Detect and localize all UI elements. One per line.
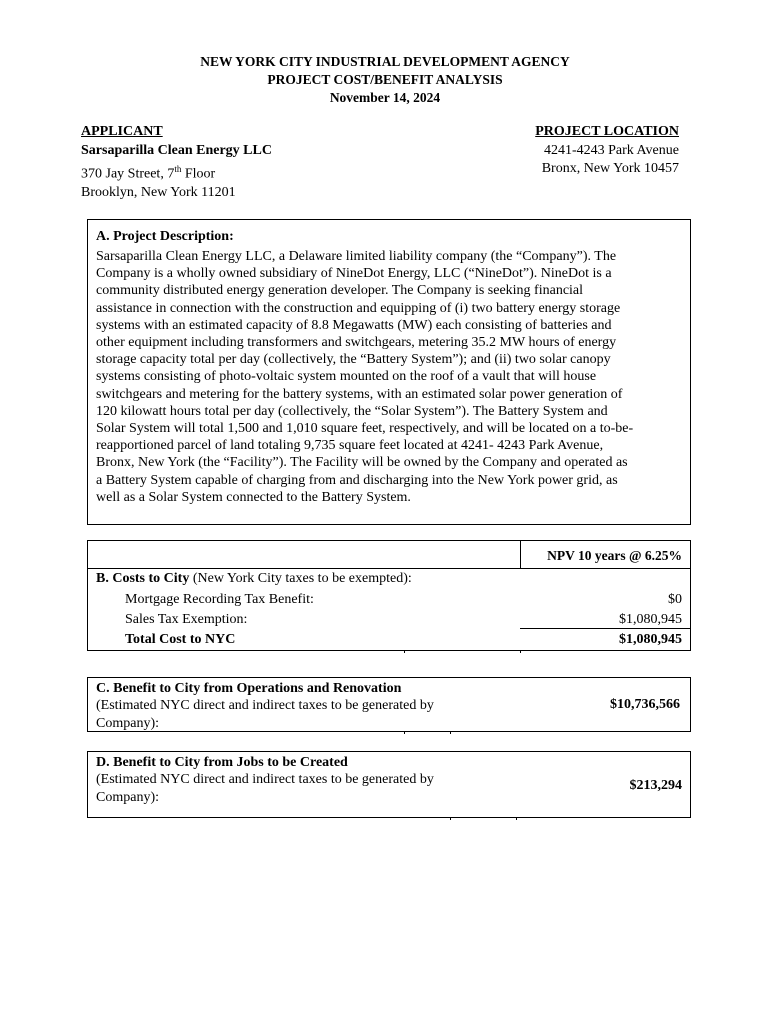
applicant-heading: APPLICANT <box>81 124 163 139</box>
description-line: assistance in connection with the construction and equipping of (i) two battery energy storage <box>96 300 621 316</box>
location-heading: PROJECT LOCATION <box>535 124 679 139</box>
column-tick <box>404 650 405 653</box>
description-line: well as a Solar System connected to the Battery System. <box>96 489 411 505</box>
applicant-block <box>81 123 272 203</box>
section-b-title-rest: (New York City taxes to be exempted): <box>189 571 412 586</box>
document-header <box>0 53 770 107</box>
document-title: PROJECT COST/BENEFIT ANALYSIS <box>267 72 503 87</box>
project-description-text <box>96 248 682 506</box>
section-c-title: C. Benefit to City from Operations and Renovation <box>96 681 402 696</box>
description-line: a Battery System capable of charging from and discharging into the New York power grid, as <box>96 472 618 488</box>
section-d-title: D. Benefit to City from Jobs to be Created <box>96 755 348 770</box>
document-date: November 14, 2024 <box>329 90 441 105</box>
column-tick <box>450 817 451 820</box>
address-ordinal: th <box>174 164 182 174</box>
jobs-benefit-box <box>87 751 691 818</box>
agency-name: NEW YORK CITY INDUSTRIAL DEVELOPMENT AGENCY <box>200 54 570 69</box>
column-tick <box>516 817 517 820</box>
column-tick <box>520 650 521 653</box>
description-line: Solar System will total 1,500 and 1,010 square feet, respectively, and will be located on a to-be- <box>96 421 634 437</box>
project-description-box <box>87 219 691 525</box>
column-divider <box>520 541 521 568</box>
address-floor: Floor <box>181 166 216 182</box>
npv-column-header: NPV 10 years @ 6.25% <box>547 548 682 563</box>
section-b-title-bold: B. Costs to City <box>96 571 190 586</box>
total-divider <box>520 628 690 629</box>
operations-benefit-box <box>87 677 691 732</box>
description-line: systems with an estimated capacity of 8.8 Megawatts (MW) each consisting of batteries and <box>96 317 612 333</box>
description-line: storage capacity total per day (collectively, the “Battery System”); and (ii) two solar canopy <box>96 352 611 368</box>
description-line: switchgears and metering for the battery systems, with an estimated solar power generation of <box>96 386 623 402</box>
section-a-title: A. Project Description: <box>96 229 234 244</box>
mortgage-tax-label: Mortgage Recording Tax Benefit: <box>125 592 314 607</box>
description-line: community distributed energy generation developer. The Company is seeking financial <box>96 283 584 299</box>
operations-benefit-value: $10,736,566 <box>610 697 680 712</box>
applicant-address <box>81 160 272 184</box>
location-street: 4241-4243 Park Avenue <box>543 142 679 158</box>
costs-to-city-table <box>87 540 691 651</box>
column-tick <box>450 731 451 734</box>
description-line: Sarsaparilla Clean Energy LLC, a Delaware limited liability company (the “Company”). The <box>96 249 617 264</box>
applicant-city: Brooklyn, New York 11201 <box>81 185 236 201</box>
jobs-benefit-value: $213,294 <box>629 778 682 793</box>
description-line: 120 kilowatt hours total per day (collectively, the “Solar System”). The Battery System and <box>96 403 608 419</box>
header-divider <box>88 568 690 569</box>
total-cost-label: Total Cost to NYC <box>125 632 236 647</box>
mortgage-tax-value: $0 <box>668 592 682 607</box>
section-b-title <box>96 570 412 588</box>
description-line: reapportioned parcel of land totaling 9,735 square feet located at 4241- 4243 Park Avenue, <box>96 438 604 454</box>
description-line: other equipment including transformers and switchgears, metering 35.2 MW hours of energy <box>96 335 617 351</box>
description-line: systems consisting of photo-voltaic system mounted on the roof of a vault that will house <box>96 369 597 385</box>
section-c-description: (Estimated NYC direct and indirect taxes to be generated by Company): <box>96 698 434 731</box>
sales-tax-label: Sales Tax Exemption: <box>125 612 248 627</box>
description-line: Company is a wholly owned subsidiary of NineDot Energy, LLC (“NineDot”). NineDot is a <box>96 266 612 282</box>
applicant-name: Sarsaparilla Clean Energy LLC <box>81 142 272 158</box>
column-tick <box>404 731 405 734</box>
location-block <box>535 123 679 179</box>
description-line: Bronx, New York (the “Facility”). The Facility will be owned by the Company and operated as <box>96 455 628 471</box>
section-d-description: (Estimated NYC direct and indirect taxes to be generated by Company): <box>96 772 434 805</box>
total-cost-value: $1,080,945 <box>619 632 682 647</box>
address-street: 370 Jay Street, 7 <box>81 166 175 182</box>
location-city: Bronx, New York 10457 <box>541 161 679 176</box>
sales-tax-value: $1,080,945 <box>619 612 682 627</box>
